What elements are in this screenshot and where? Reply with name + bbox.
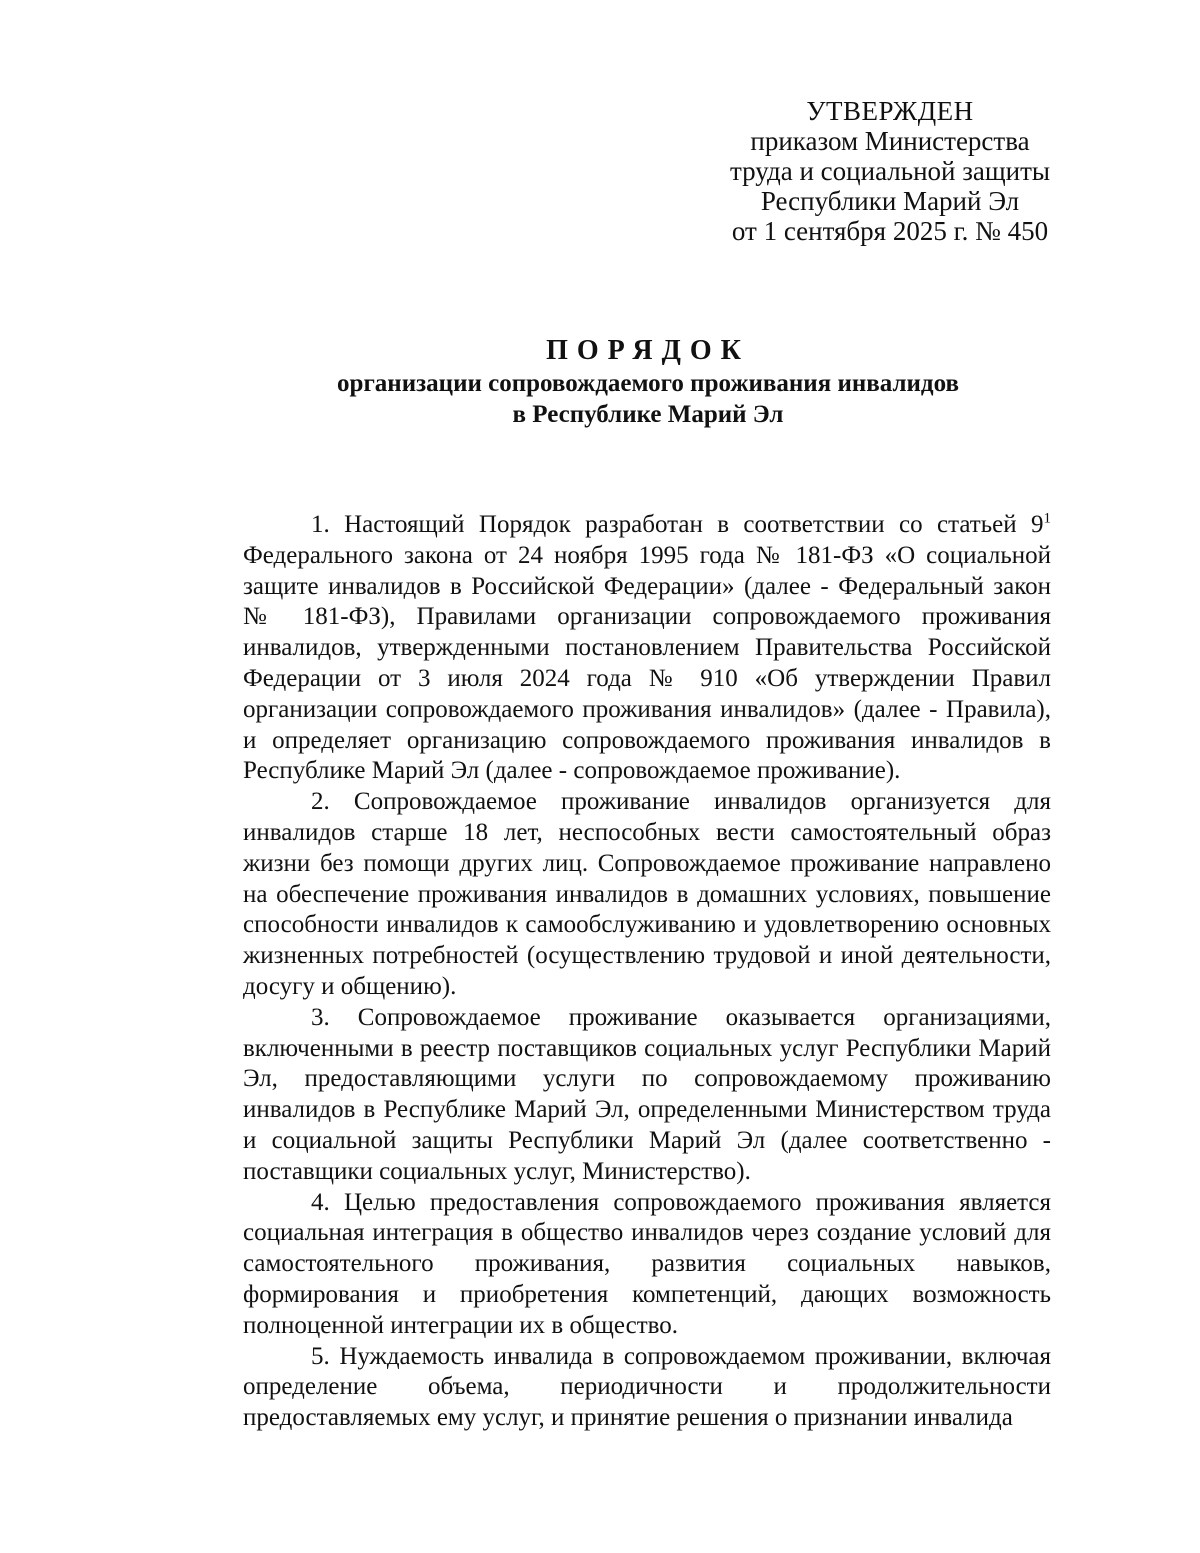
document-title-block <box>245 334 1051 430</box>
paragraph-2: 2. Сопровождаемое проживание инвалидов организуется для инвалидов старше 18 лет, неспособных вести самостоятельный образ жизни без помощи других лиц. Сопровождаемое проживание направлено на обеспечение проживания инвалидов в домашних условиях, повышение способности инвалидов к самообслуживанию и удовлетворению основных жизненных потребностей (осуществлению трудовой и иной деятельности, досугу и общению). <box>243 788 1051 1000</box>
paragraph-1 <box>243 510 1051 787</box>
paragraph-1-text-start: 1. Настоящий Порядок разработан в соответствии со статьей 9 <box>311 511 1044 538</box>
paragraph-5: 5. Нуждаемость инвалида в сопровождаемом проживании, включая определение объема, периодичности и продолжительности предоставляемых ему услуг, и принятие решения о признании инвалида <box>243 1342 1051 1432</box>
document-title: ПОРЯДОК <box>546 335 750 366</box>
approval-heading: УТВЕРЖДЕН <box>806 96 974 126</box>
article-superscript: 1 <box>1043 510 1051 527</box>
paragraph-3: 3. Сопровождаемое проживание оказывается организациями, включенными в реестр поставщиков социальных услуг Республики Марий Эл, предоставляющими услуги по сопровождаемому проживанию инвалидов в Республике Марий Эл, определенными Министерством труда и социальной защиты Республики Марий Эл (далее соответственно - поставщики социальных услуг, Министерство). <box>243 1003 1051 1185</box>
paragraph-1-text-end: Федерального закона от 24 ноября 1995 года № 181-ФЗ «О социальной защите инвалидов в Российской Федерации» (далее - Федеральный закон № 181-ФЗ), Правилами организации сопровождаемого проживания инвалидов, утвержденными постановлением Правительства Российской Федерации от 3 июля 2024 года № 910 «Об утверждении Правил организации сопровождаемого проживания инвалидов» (далее - Правила), и определяет организацию сопровождаемого проживания инвалидов в Республике Марий Эл (далее - сопровождаемое проживание). <box>243 541 1051 785</box>
paragraph-4: 4. Целью предоставления сопровождаемого проживания является социальная интеграция в общество инвалидов через создание условий для самостоятельного проживания, развития социальных навыков, формирования и приобретения компетенций, дающих возможность полноценной интеграции их в общество. <box>243 1188 1051 1339</box>
approval-line-3: Республики Марий Эл <box>760 186 1020 216</box>
approval-line-4: от 1 сентября 2025 г. № 450 <box>731 216 1049 246</box>
approval-stamp-block <box>720 96 1060 246</box>
approval-line-2: труда и социальной защиты <box>729 156 1051 186</box>
document-body <box>243 510 1051 1434</box>
document-subtitle-line-2: в Республике Марий Эл <box>512 401 784 428</box>
document-subtitle-line-1: организации сопровождаемого проживания инвалидов <box>337 370 959 397</box>
approval-line-1: приказом Министерства <box>750 126 1030 156</box>
